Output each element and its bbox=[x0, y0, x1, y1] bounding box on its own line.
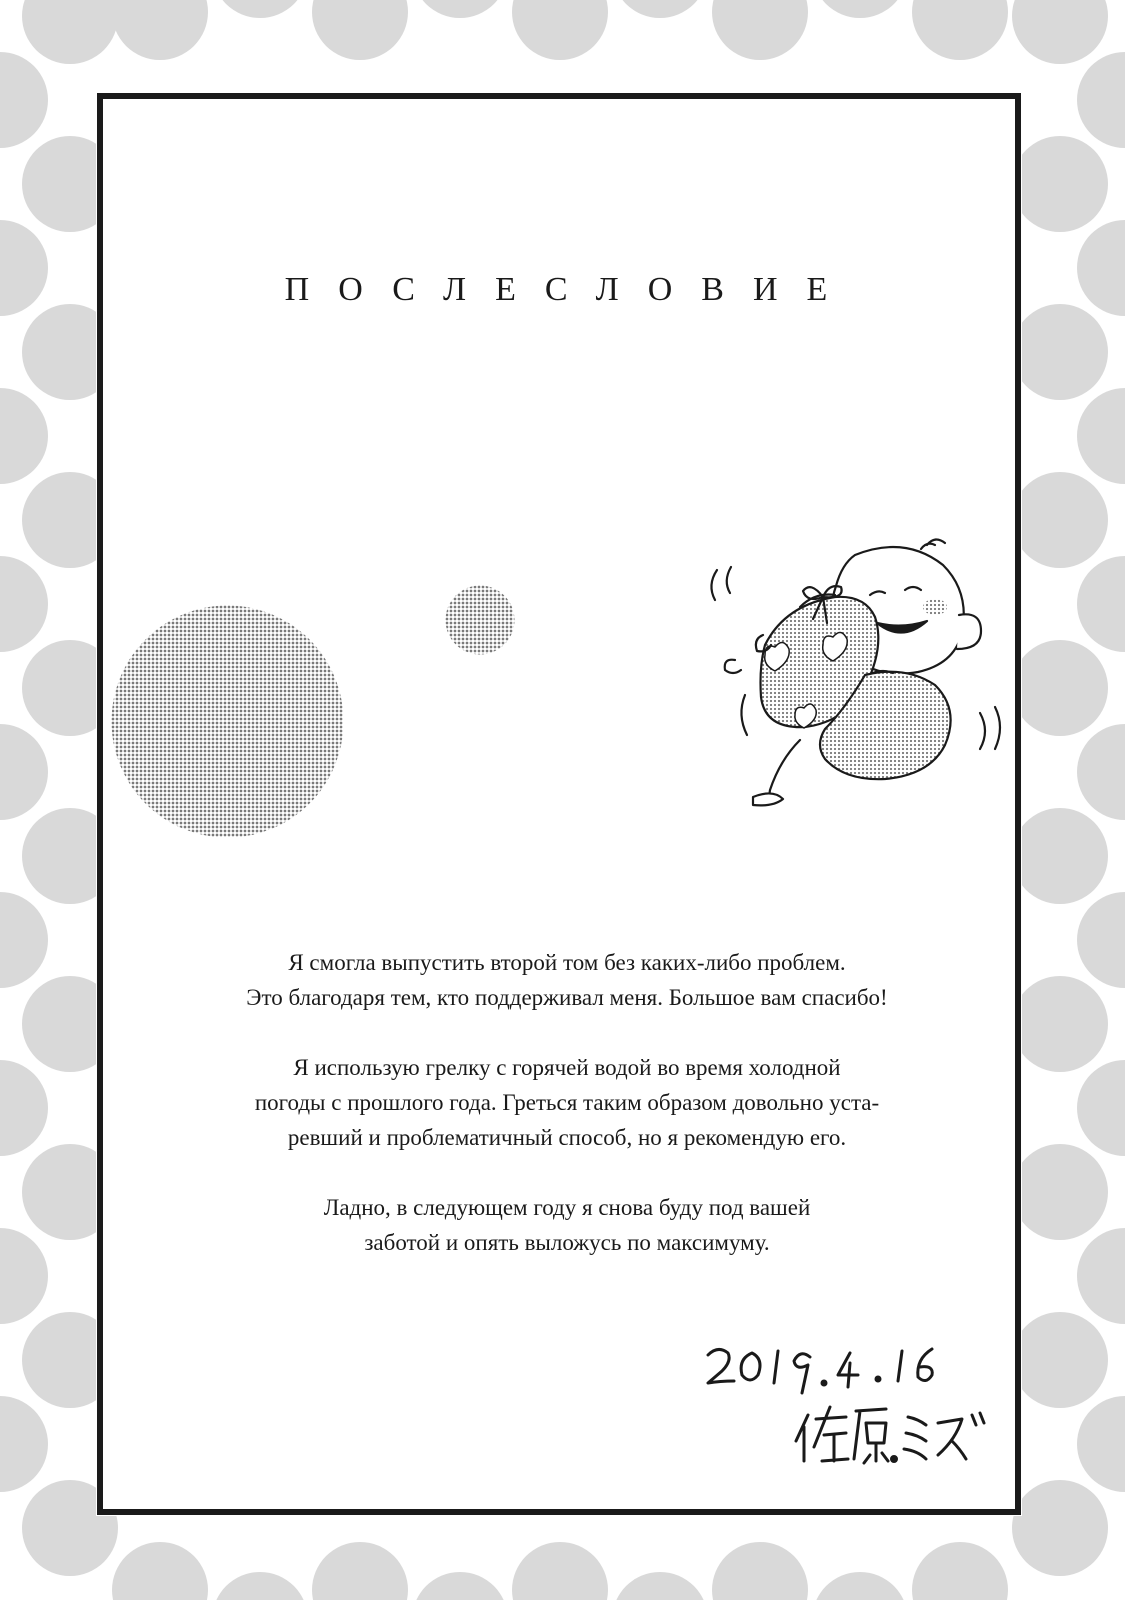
paragraph-hot-water-bottle bbox=[197, 1050, 937, 1155]
text-line: Я смогла выпустить второй том без каких-либо проблем. bbox=[288, 950, 846, 975]
screentone-circle-small bbox=[445, 585, 515, 655]
paragraph-thanks bbox=[197, 945, 937, 1015]
handwritten-signature bbox=[700, 1345, 1010, 1480]
text-line: Это благодаря тем, кто поддерживал меня. Большое вам спасибо! bbox=[246, 985, 888, 1010]
text-line: Я использую грелку с горячей водой во время холодной bbox=[293, 1055, 841, 1080]
text-line: Ладно, в следующем году я снова буду под вашей bbox=[323, 1195, 811, 1220]
text-line: погоды с прошлого года. Греться таким образом довольно уста- bbox=[254, 1090, 880, 1115]
page-title: ПОСЛЕСЛОВИЕ bbox=[284, 270, 857, 308]
paragraph-next-year bbox=[197, 1190, 937, 1260]
text-line: заботой и опять выложусь по максимуму. bbox=[364, 1230, 770, 1255]
screentone-circle-large bbox=[111, 605, 344, 838]
chibi-hot-water-bottle-illustration bbox=[705, 535, 1025, 835]
text-line: ревший и проблематичный способ, но я рекомендую его. bbox=[287, 1125, 847, 1150]
afterword-body bbox=[197, 945, 937, 1295]
